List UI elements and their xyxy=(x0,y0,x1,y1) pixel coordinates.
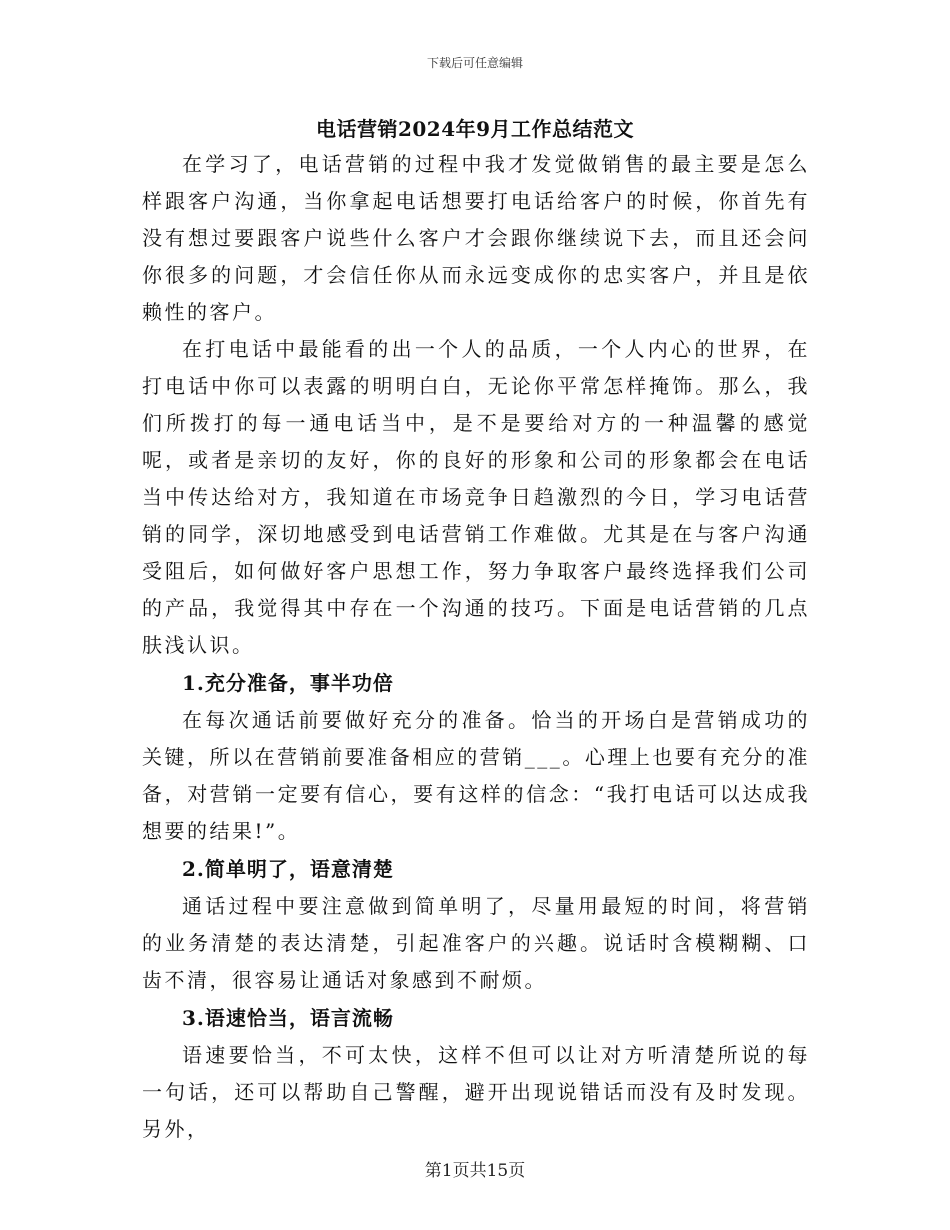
document-body xyxy=(142,146,810,1148)
section-paragraph-3: 语速要恰当，不可太快，这样不但可以让对方听清楚所说的每一句话，还可以帮助自己警醒，避开出现说错话而没有及时发现。另外， xyxy=(142,1043,810,1141)
section-heading-2: 2.简单明了，语意清楚 xyxy=(182,857,394,881)
section-heading-3: 3.语速恰当，语言流畅 xyxy=(182,1006,394,1030)
document-title: 电话营销2024年9月工作总结范文 xyxy=(315,117,635,141)
section-paragraph-2: 通话过程中要注意做到简单明了，尽量用最短的时间，将营销的业务清楚的表达清楚，引起准客户的兴趣。说话时含模糊糊、口齿不清，很容易让通话对象感到不耐烦。 xyxy=(142,894,810,992)
section-heading-1: 1.充分准备，事半功倍 xyxy=(182,671,394,695)
intro-paragraph-1: 在学习了，电话营销的过程中我才发觉做销售的最主要是怎么样跟客户沟通，当你拿起电话想要打电话给客户的时候，你首先有没有想过要跟客户说些什么客户才会跟你继续说下去，而且还会问你很多的问题，才会信任你从而永远变成你的忠实客户，并且是依赖性的客户。 xyxy=(142,152,810,324)
section-paragraph-1: 在每次通话前要做好充分的准备。恰当的开场白是营销成功的关键，所以在营销前要准备相应的营销___。心理上也要有充分的准备，对营销一定要有信心，要有这样的信念：“我打电话可以达成我想要的结果!”。 xyxy=(142,708,810,843)
page-number: 第1页共15页 xyxy=(424,1161,526,1181)
intro-paragraph-2: 在打电话中最能看的出一个人的品质，一个人内心的世界，在打电话中你可以表露的明明白白，无论你平常怎样掩饰。那么，我们所拨打的每一通电话当中，是不是要给对方的一种温馨的感觉呢，或者是亲切的友好，你的良好的形象和公司的形象都会在电话当中传达给对方，我知道在市场竞争日趋激烈的今日，学习电话营销的同学，深切地感受到电话营销工作难做。尤其是在与客户沟通受阻后，如何做好客户思想工作，努力争取客户最终选择我们公司的产品，我觉得其中存在一个沟通的技巧。下面是电话营销的几点肤浅认识。 xyxy=(142,337,810,657)
header-note: 下载后可任意编辑 xyxy=(426,56,523,70)
